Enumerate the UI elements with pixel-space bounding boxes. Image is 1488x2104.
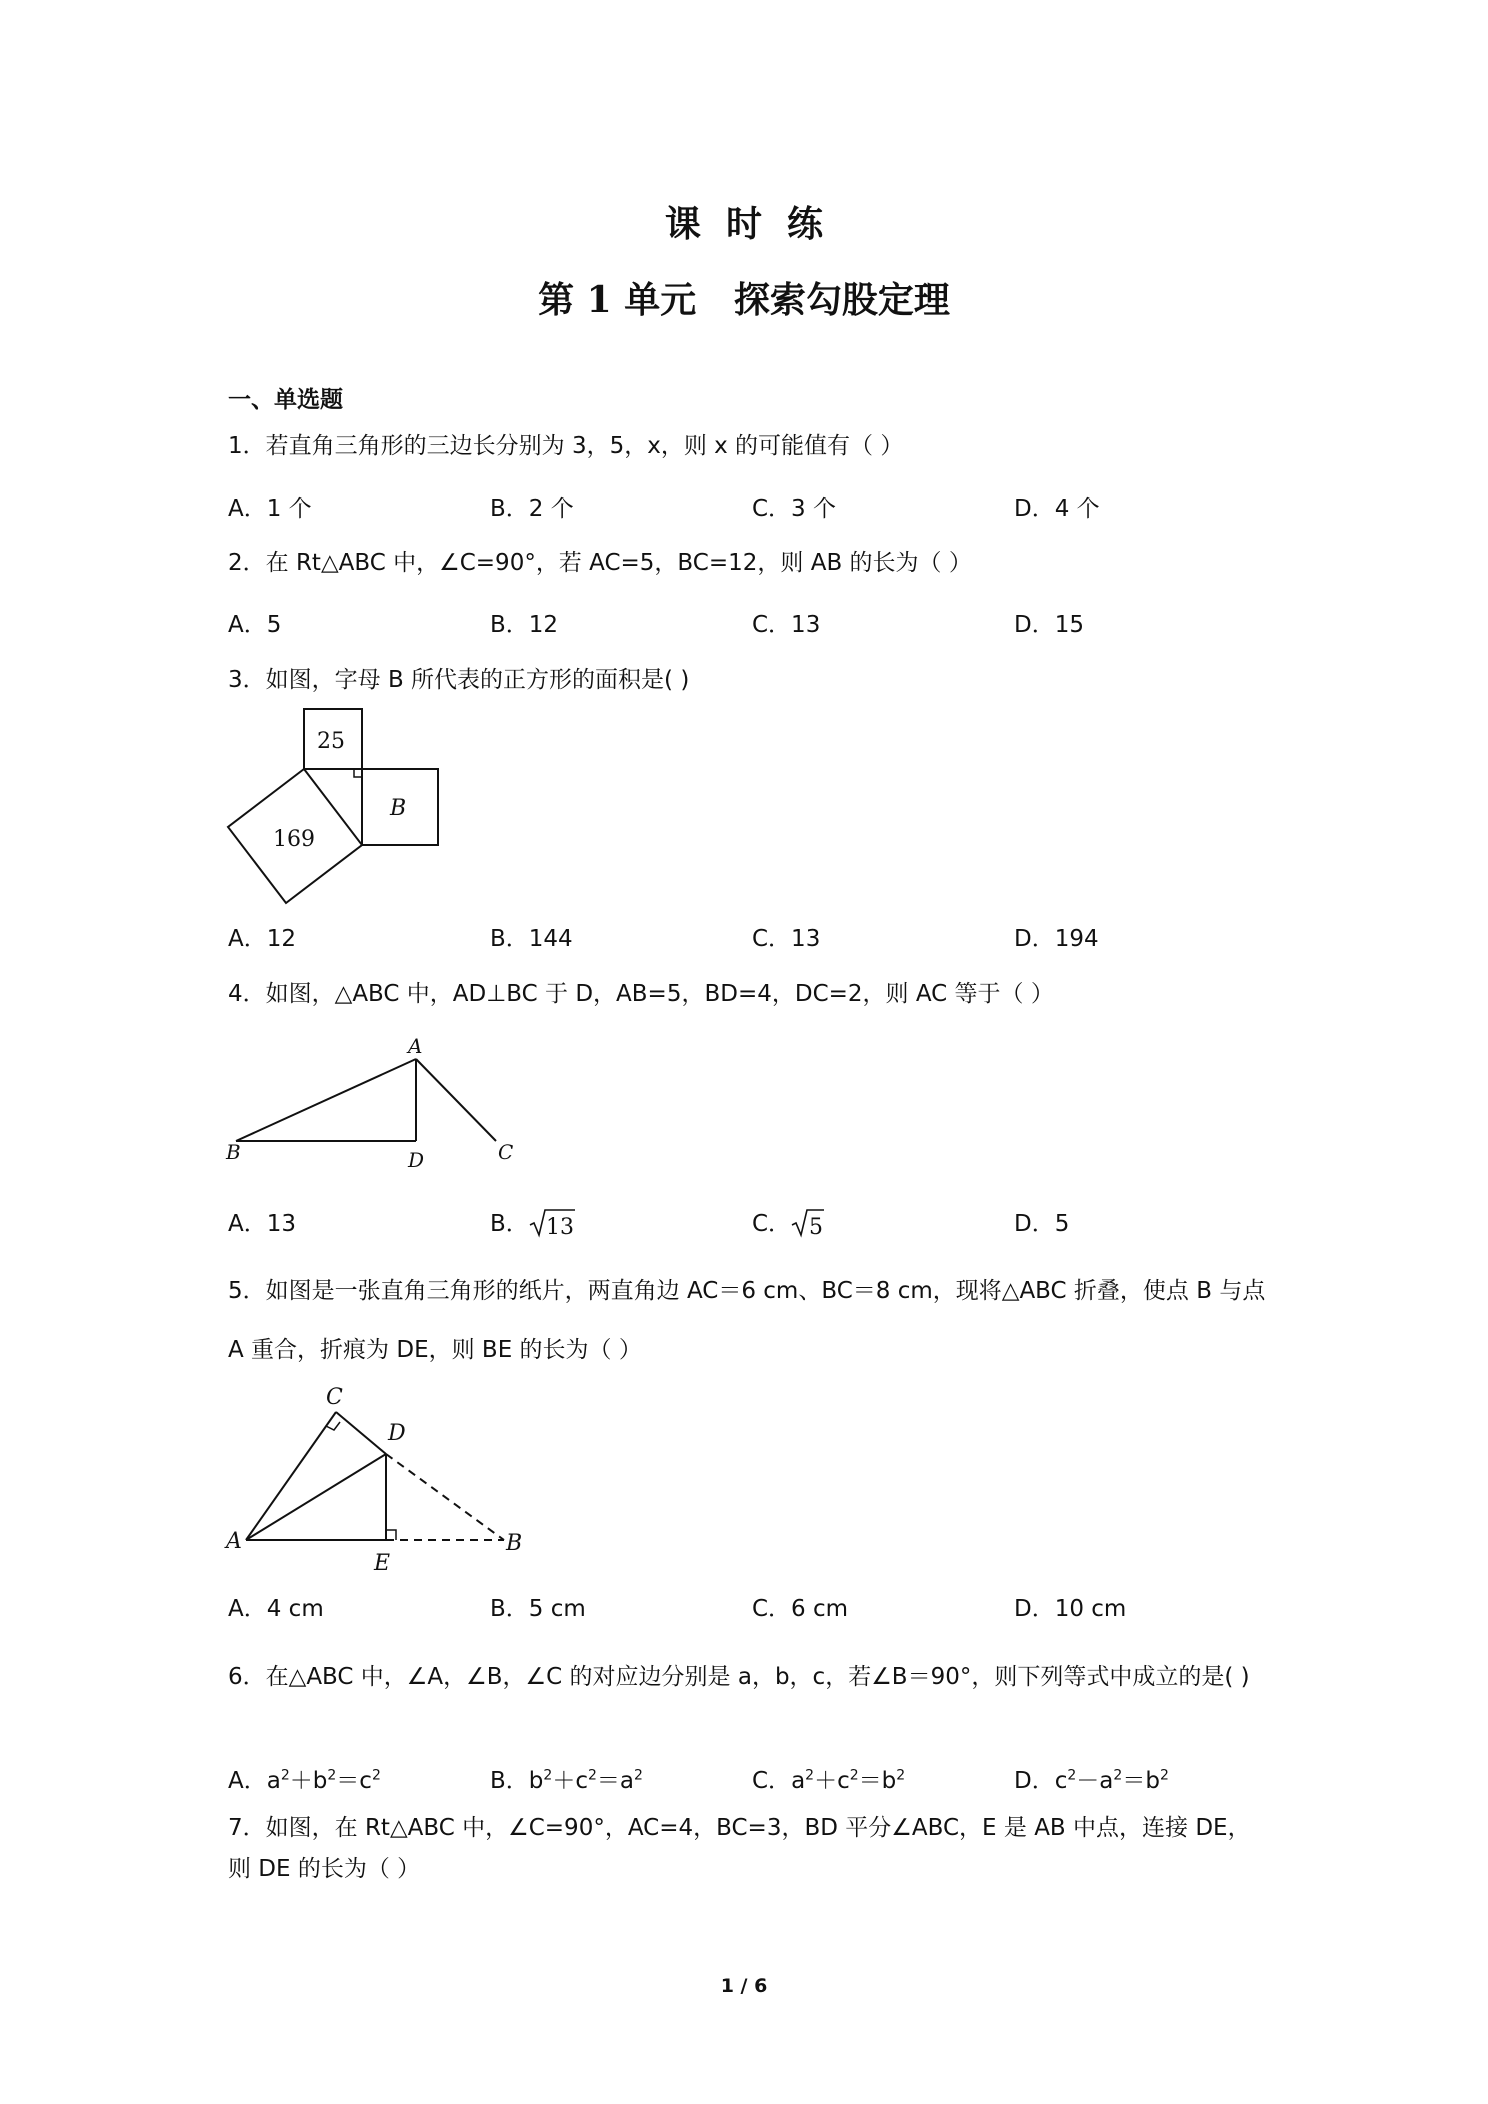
option-a: A．13 — [228, 1211, 297, 1237]
segment-ac — [416, 1059, 496, 1141]
option-d: D．15 — [1014, 612, 1084, 638]
question-4-options — [228, 1205, 1268, 1239]
exponent: 2 — [805, 1767, 815, 1784]
option-a: A．4 cm — [228, 1596, 324, 1622]
term: b — [528, 1768, 544, 1794]
question-6-text: 6．在△ABC 中，∠A，∠B，∠C 的对应边分别是 a，b，c，若∠B＝90°，则下列等式中成立的是( ) — [228, 1664, 1250, 1690]
label-a: A — [408, 1034, 423, 1058]
option-b — [490, 1762, 643, 1795]
squares-figure — [225, 705, 445, 905]
term: －a — [1076, 1768, 1114, 1794]
term: a — [266, 1768, 281, 1794]
option-d-prefix: D． — [1014, 1768, 1055, 1794]
segment-ac — [246, 1412, 336, 1540]
term: ＋b — [289, 1768, 328, 1794]
option-c — [752, 1762, 905, 1795]
option-a: A．5 — [228, 612, 282, 638]
option-a — [228, 1762, 381, 1795]
segment-db-dashed — [386, 1454, 504, 1540]
question-2-text: 2．在 Rt△ABC 中，∠C=90°，若 AC=5，BC=12，则 AB 的长为（ ） — [228, 550, 972, 576]
label-b: B — [226, 1140, 241, 1164]
option-c — [752, 1205, 825, 1239]
option-d: D．194 — [1014, 926, 1099, 952]
exponent: 2 — [1159, 1767, 1169, 1784]
exponent: 2 — [543, 1767, 553, 1784]
question-7-text-line1: 7．如图，在 Rt△ABC 中，∠C=90°，AC=4，BC=3，BD 平分∠ABC，E 是 AB 中点，连接 DE， — [228, 1815, 1251, 1841]
question-6-options — [228, 1762, 1268, 1796]
option-c: C．13 — [752, 926, 821, 952]
segment-ab — [236, 1059, 416, 1141]
term: ＝b — [858, 1768, 897, 1794]
exponent: 2 — [634, 1767, 643, 1784]
right-angle-mark — [354, 769, 362, 777]
option-b: B．5 cm — [490, 1596, 586, 1622]
option-d: D．4 个 — [1014, 496, 1100, 522]
sqrt-13 — [529, 1207, 575, 1239]
option-c-label: C． — [752, 1211, 792, 1237]
option-c: C．3 个 — [752, 496, 837, 522]
option-a: A．1 个 — [228, 496, 312, 522]
exponent: 2 — [587, 1767, 597, 1784]
radicand-13: 13 — [545, 1214, 574, 1239]
option-c: C．13 — [752, 612, 821, 638]
option-d: D．10 cm — [1014, 1596, 1127, 1622]
option-b-prefix: B． — [490, 1768, 529, 1794]
option-b: B．2 个 — [490, 496, 574, 522]
question-7-text-line2: 则 DE 的长为（ ） — [228, 1856, 421, 1882]
segment-cd — [336, 1412, 386, 1454]
option-d — [1014, 1762, 1169, 1795]
exponent: 2 — [896, 1767, 906, 1784]
option-d: D．5 — [1014, 1211, 1070, 1237]
option-b — [490, 1205, 575, 1239]
option-c: C．6 cm — [752, 1596, 849, 1622]
triangle-abc-figure — [222, 1025, 522, 1175]
label-c: C — [326, 1385, 343, 1410]
label-d: D — [388, 1421, 406, 1446]
term: ＋c — [814, 1768, 850, 1794]
option-c-prefix: C． — [752, 1768, 792, 1794]
exponent: 2 — [1113, 1767, 1123, 1784]
page-title: 课 时 练 — [664, 203, 824, 245]
label-169: 169 — [273, 827, 315, 852]
question-5-text: 5．如图是一张直角三角形的纸片，两直角边 AC＝6 cm、BC＝8 cm，现将△ABC 折叠，使点 B 与点 A 重合，折痕为 DE，则 BE 的长为（ ） — [228, 1278, 1266, 1363]
right-angle-e — [386, 1530, 396, 1540]
label-d: D — [408, 1148, 425, 1172]
exponent: 2 — [280, 1767, 290, 1784]
term: ＝c — [336, 1768, 372, 1794]
question-2-options — [228, 606, 1268, 640]
question-3-text: 3．如图，字母 B 所代表的正方形的面积是( ) — [228, 667, 690, 693]
page-subtitle: 第 1 单元 探索勾股定理 — [538, 279, 950, 321]
term: a — [791, 1768, 806, 1794]
term: ＋c — [552, 1768, 588, 1794]
term: c — [1054, 1768, 1068, 1794]
page-number: 1 / 6 — [720, 1975, 768, 1997]
term: ＝b — [1122, 1768, 1160, 1794]
question-1-text: 1．若直角三角形的三边长分别为 3，5，x，则 x 的可能值有（ ） — [228, 433, 904, 459]
exponent: 2 — [371, 1767, 381, 1784]
label-25: 25 — [317, 729, 345, 754]
term: ＝a — [596, 1768, 634, 1794]
label-b: B — [390, 796, 407, 821]
exponent: 2 — [1067, 1767, 1077, 1784]
label-a: A — [226, 1529, 242, 1554]
question-4-text: 4．如图，△ABC 中，AD⊥BC 于 D，AB=5，BD=4，DC=2，则 AC 等于（ ） — [228, 981, 1054, 1007]
option-b-label: B． — [490, 1211, 529, 1237]
question-1-options — [228, 490, 1268, 524]
sqrt-5 — [791, 1207, 825, 1239]
fold-triangle-figure — [222, 1378, 542, 1578]
exponent: 2 — [327, 1767, 337, 1784]
exponent: 2 — [849, 1767, 859, 1784]
label-b: B — [506, 1531, 523, 1556]
option-b: B．144 — [490, 926, 573, 952]
label-c: C — [498, 1140, 514, 1164]
question-5-options — [228, 1590, 1268, 1624]
label-e: E — [374, 1551, 391, 1576]
question-3-options — [228, 920, 1268, 954]
segment-ad — [246, 1454, 386, 1540]
radicand-5: 5 — [809, 1214, 824, 1239]
section-heading: 一、单选题 — [228, 387, 343, 413]
option-a: A．12 — [228, 926, 297, 952]
option-b: B．12 — [490, 612, 559, 638]
option-a-prefix: A． — [228, 1768, 267, 1794]
